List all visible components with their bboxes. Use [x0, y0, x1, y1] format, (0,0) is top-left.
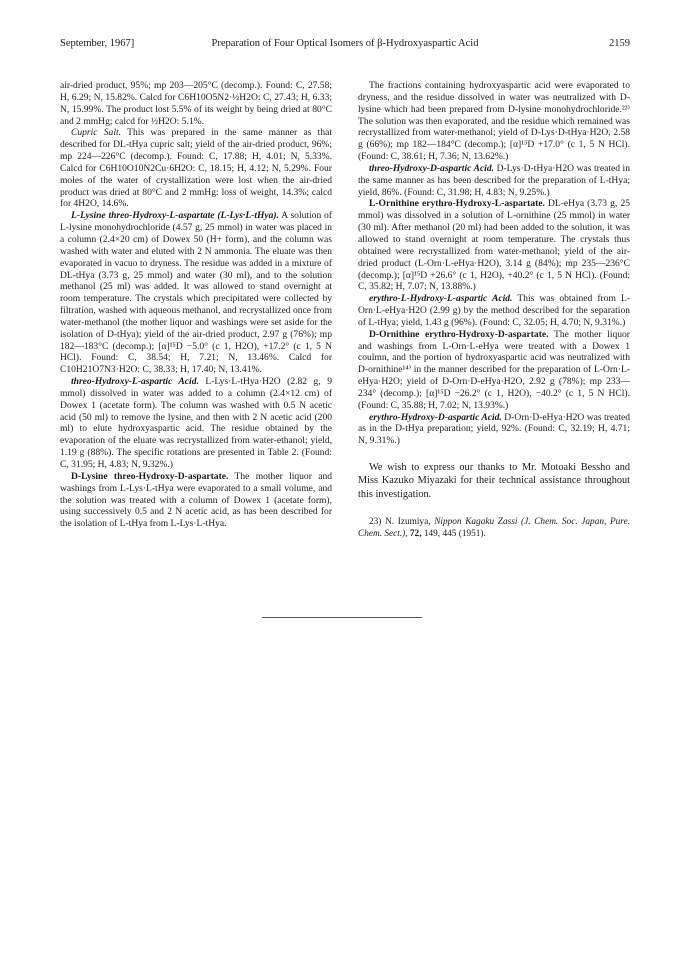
paragraph: D-Lysine threo-Hydroxy-D-aspartate. The mother liquor and washings from L-Lys·L-tHya were evaporated to a small volume, and the solution was treated with a column of Dowex 1 (acetate form), using successively 0.5 and 2 N acetic acid, as has been described for the isolation of L-tHya from L-Lys·L-tHya.	[60, 470, 332, 530]
section-title: L-Lysine threo-Hydroxy-L-aspartate (L-Lys·L-tHya).	[71, 210, 279, 222]
reference-authors: N. Izumiya,	[385, 516, 431, 527]
paragraph: threo-Hydroxy-L-aspartic Acid. L-Lys·L-tHya·H2O (2.82 g, 9 mmol) dissolved in water was added to a column (2.4×12 cm) of Dowex 1 (acetate form). The column was washed with 0.5 N acetic acid (50 ml) to remove the lysine, and then with 2 N acetic acid (200 ml) to elute hydroxyaspartic acid. The residue obtained by the evaporation of the eluate was recrystallized from water-ethanol; yield, 1.19 g (88%). The specific rotations are presented in Table 2. (Found: C, 31.95; H, 4.83; N, 9.32%.)	[60, 376, 332, 470]
paragraph: D-Ornithine erythro-Hydroxy-D-aspartate. The mother liquor and washings from L-Orn·L-eHya were treated with a Dowex 1 coulmn, and the portion of hydroxyaspartic acid was neutralized with D-ornithine¹⁴⁾ in the manner described for the preparation of L-Orn·L-eHya·H2O; yield of D-Orn·D-eHya·H2O, 2.92 g (78%); mp 233—234° (decomp.); [α]¹⁵D −26.2° (c 1, H2O), −40.2° (c 1, 5 N HCl). (Found: C, 35.88; H, 7.02; N, 13.93%.)	[358, 328, 630, 411]
end-rule	[262, 617, 422, 618]
section-title: threo-Hydroxy-D-aspartic Acid.	[369, 162, 494, 174]
header-page-number: 2159	[609, 38, 630, 49]
paragraph: Cupric Salt. This was prepared in the same manner as that described for DL-tHya cupric salt; yield of the air-dried product, 96%; mp 224—226°C (decomp.). Found: C, 17.88; H, 4.01; N, 5.33%. Calcd for C6H10O10N2Cu·6H2O: C, 18.15; H, 4.12; N, 5.29%. Four moles of the water of crystallization were lost when the air-dried product was dried at 80°C and 2 mmHg: loss of weight, 14.3%; calcd for 4H2O, 14.6%.	[60, 127, 332, 210]
paragraph: threo-Hydroxy-D-aspartic Acid. D-Lys·D-tHya·H2O was treated in the same manner as has been described for the preparation of L-tHya; yield, 86%. (Found: C, 31.98; H, 4.83; N, 9.25%.)	[358, 162, 630, 198]
left-column	[60, 80, 332, 530]
reference-23	[358, 517, 630, 541]
paragraph: The fractions containing hydroxyaspartic acid were evaporated to dryness, and the residue dissolved in water was neutralized with D-lysine which had been prepared from D-lysine monohydrochloride.²³⁾ The solution was then evaporated, and the residue which remained was recrystallized from water-methanol; yield of D-Lys·D-tHya·H2O, 2.58 g (66%); mp 182—184°C (decomp.); [α]¹⁵D +17.0° (c 1, 5 N HCl). (Found: C, 38.61; H, 7.36; N, 13.62%.)	[358, 80, 630, 163]
reference-pages: 149, 445 (1951).	[423, 528, 486, 539]
page-header	[60, 38, 630, 54]
section-title: D-Ornithine erythro-Hydroxy-D-aspartate.	[369, 328, 549, 340]
paragraph: L-Ornithine erythro-Hydroxy-L-aspartate. DL-eHya (3.73 g, 25 mmol) was dissolved in a solution of L-ornithine (25 mmol) in water (30 ml). After methanol (20 ml) had been added to the solution, it was allowed to stand overnight at room temperature. The crystals thus obtained were recrystallized from water-methanol; yield of the air-dried product (L-Orn·L-eHya·H2O), 3.14 g (84%); mp 235—236°C (decomp.); [α]¹⁵D +26.6° (c 1, H2O), +40.2° (c 1, 5 N HCl). (Found: C, 35.82; H, 7.07; N, 13.88%.)	[358, 198, 630, 293]
section-title: Cupric Salt.	[71, 127, 122, 139]
reference-label: 23)	[369, 516, 382, 527]
paragraph: erythro-L-Hydroxy-L-aspartic Acid. This was obtained from L-Orn·L-eHya·H2O (2.99 g) by the method described for the separation of L-tHya; yield, 1.43 g (96%). (Found: C, 32.05; H, 4.70; N, 9.31%.)	[358, 293, 630, 328]
section-title: threo-Hydroxy-L-aspartic Acid.	[71, 376, 199, 388]
section-title: L-Ornithine erythro-Hydroxy-L-aspartate.	[369, 198, 545, 210]
reference-volume: 72,	[409, 528, 422, 539]
section-title: erythro-L-Hydroxy-L-aspartic Acid.	[369, 293, 513, 305]
section-title: D-Lysine threo-Hydroxy-D-aspartate.	[71, 470, 229, 482]
right-column	[358, 80, 630, 540]
paragraph: L-Lysine threo-Hydroxy-L-aspartate (L-Lys·L-tHya). A solution of L-lysine monohydrochloride (4.57 g, 25 mmol) in water was placed in a column (2.4×20 cm) of Dowex 50 (H+ form), and the column was washed with water and eluted with 2 N ammonia. The eluate was then evaporated in vacuo to dryness. The residue was added in a mixture of DL-tHya (3.73 g, 25 mmol) and water (30 ml), and to the solution methanol (25 ml) was added. It was allowed to stand overnight at room temperature. The crystals which precipitated were collected by filtration, washed with aqueous methanol, and recrystallized once from water-methanol (the mother liquor and washings were set aside for the isolation of D-tHya); yield of the air-dried product, 2.97 g (76%); mp 182—183°C (decomp.); [α]¹⁵D −5.0° (c 1, H2O), +17.2° (c 1, 5 N HCl). Found: C, 38.54; H, 7.21; N, 13.46%. Calcd for C10H21O7N3·H2O: C, 38.33; H, 17.40; N, 13.41%.	[60, 210, 332, 376]
header-title: Preparation of Four Optical Isomers of β-Hydroxyaspartic Acid	[211, 38, 479, 49]
paragraph: air-dried product, 95%; mp 203—205°C (decomp.). Found: C, 27.58; H, 6.29; N, 15.82%. Calcd for C6H10O5N2·½H2O: C, 27.43; H, 6.33; N, 15.99%. The product lost 5.5% of its weight by being dried at 80°C and 2 mmHg; calcd for ½H2O: 5.1%.	[60, 80, 332, 127]
acknowledgement: We wish to express our thanks to Mr. Motoaki Bessho and Miss Kazuko Miyazaki for their technical assistance throughout this investigation.	[358, 462, 630, 500]
reference-journal: Nippon Kagaku Zassi (J. Chem. Soc. Japan, Pure. Chem. Sect.),	[358, 516, 631, 539]
paragraph: erythro-Hydroxy-D-aspartic Acid. D-Orn·D-eHya·H2O was treated as in the D-tHya preparation; yield, 92%. (Found: C, 32.19; H, 4.71; N, 9.31%.)	[358, 411, 630, 447]
section-title: erythro-Hydroxy-D-aspartic Acid.	[369, 411, 502, 423]
header-date: September, 1967]	[60, 38, 135, 49]
